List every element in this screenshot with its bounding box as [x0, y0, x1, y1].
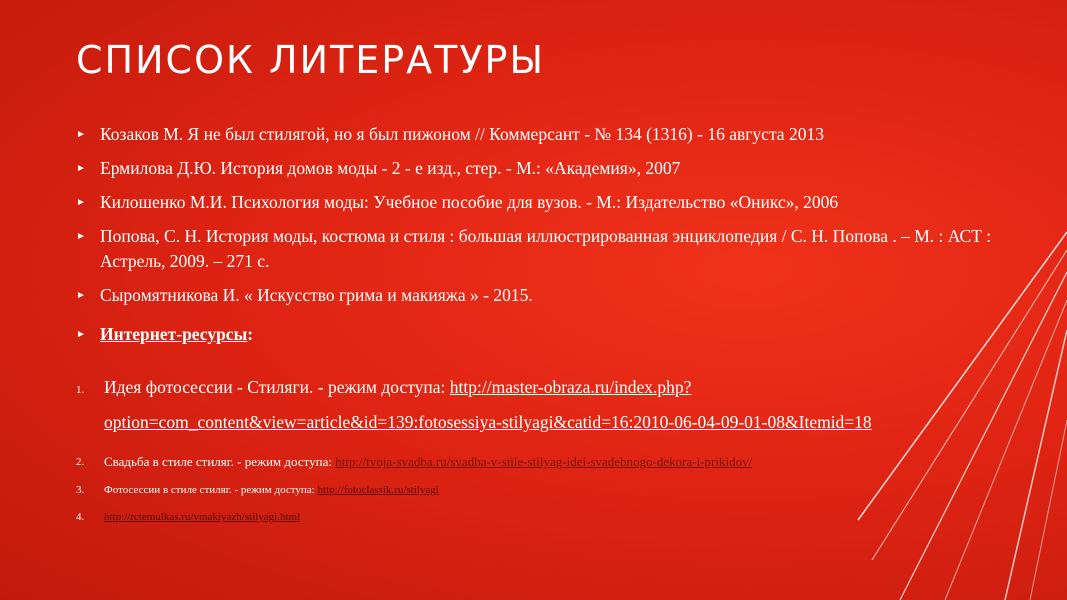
bullet-arrow-icon: ►: [76, 129, 86, 140]
resource-link[interactable]: http://fotoclassik.ru/stilyagi: [317, 484, 439, 496]
list-item: [76, 224, 1006, 274]
item-number: 3.: [76, 484, 85, 496]
list-item-text: Попова, С. Н. История моды, костюма и стиля : большая иллюстрированная энциклопедия / С. Н. Попова . – М. : АСТ : Астрель, 2009. – 271 с.: [100, 226, 992, 271]
bullet-arrow-icon: ►: [76, 197, 86, 208]
resource-link[interactable]: http://tvoja-svadba.ru/svadba-v-stile-stilyag-idei-svadebnogo-dekora-i-prikidov/: [335, 454, 753, 469]
bullet-arrow-icon: ►: [76, 231, 86, 242]
bullet-arrow-icon: ►: [76, 163, 86, 174]
resource-text: Фотосессии в стиле стиляг. - режим доступа:: [104, 484, 318, 496]
item-number: 4.: [76, 511, 85, 523]
resource-item: [76, 370, 996, 440]
list-item: [76, 122, 1006, 147]
list-item: [76, 190, 1006, 215]
list-item: [76, 156, 1006, 181]
heading-colon: :: [247, 324, 254, 344]
internet-resources-heading: [76, 322, 1006, 347]
heading-text: Интернет-ресурсы: [100, 324, 248, 344]
bullet-arrow-icon: ►: [76, 329, 86, 340]
bullet-arrow-icon: ►: [76, 290, 86, 301]
resource-text: Свадьба в стиле стиляг. - режим доступа:: [104, 454, 336, 469]
resource-item: [76, 452, 996, 472]
slide-title: СПИСОК ЛИТЕРАТУРЫ: [76, 38, 545, 82]
internet-resources-list: [76, 370, 996, 526]
literature-list: [76, 122, 1006, 356]
list-item: [76, 283, 1006, 308]
list-item-text: Ермилова Д.Ю. История домов моды - 2 - е изд., стер. - М.: «Академия», 2007: [100, 158, 681, 178]
resource-link[interactable]: http://rctemulkas.ru/vmakiyazh/stilyagi.html: [104, 511, 301, 523]
resource-link[interactable]: http://master-obraza.ru/index.php?option=com_content&view=article&id=139:fotosessiya-stilyagi&catid=16:2010-06-04-09-01-08&Itemid=18: [104, 377, 872, 432]
resource-item: [76, 481, 996, 499]
list-item-text: Козаков М. Я не был стилягой, но я был пижоном // Коммерсант - № 134 (1316) - 16 августа 2013: [100, 124, 824, 144]
resource-text: Идея фотосессии - Стиляги. - режим доступа:: [104, 377, 450, 397]
list-item-text: Сыромятникова И. « Искусство грима и макияжа » - 2015.: [100, 285, 533, 305]
item-number: 1.: [76, 384, 85, 396]
item-number: 2.: [76, 456, 85, 468]
resource-item: [76, 508, 996, 526]
list-item-text: Килошенко М.И. Психология моды: Учебное пособие для вузов. - М.: Издательство «Оникс», 2006: [100, 192, 839, 212]
